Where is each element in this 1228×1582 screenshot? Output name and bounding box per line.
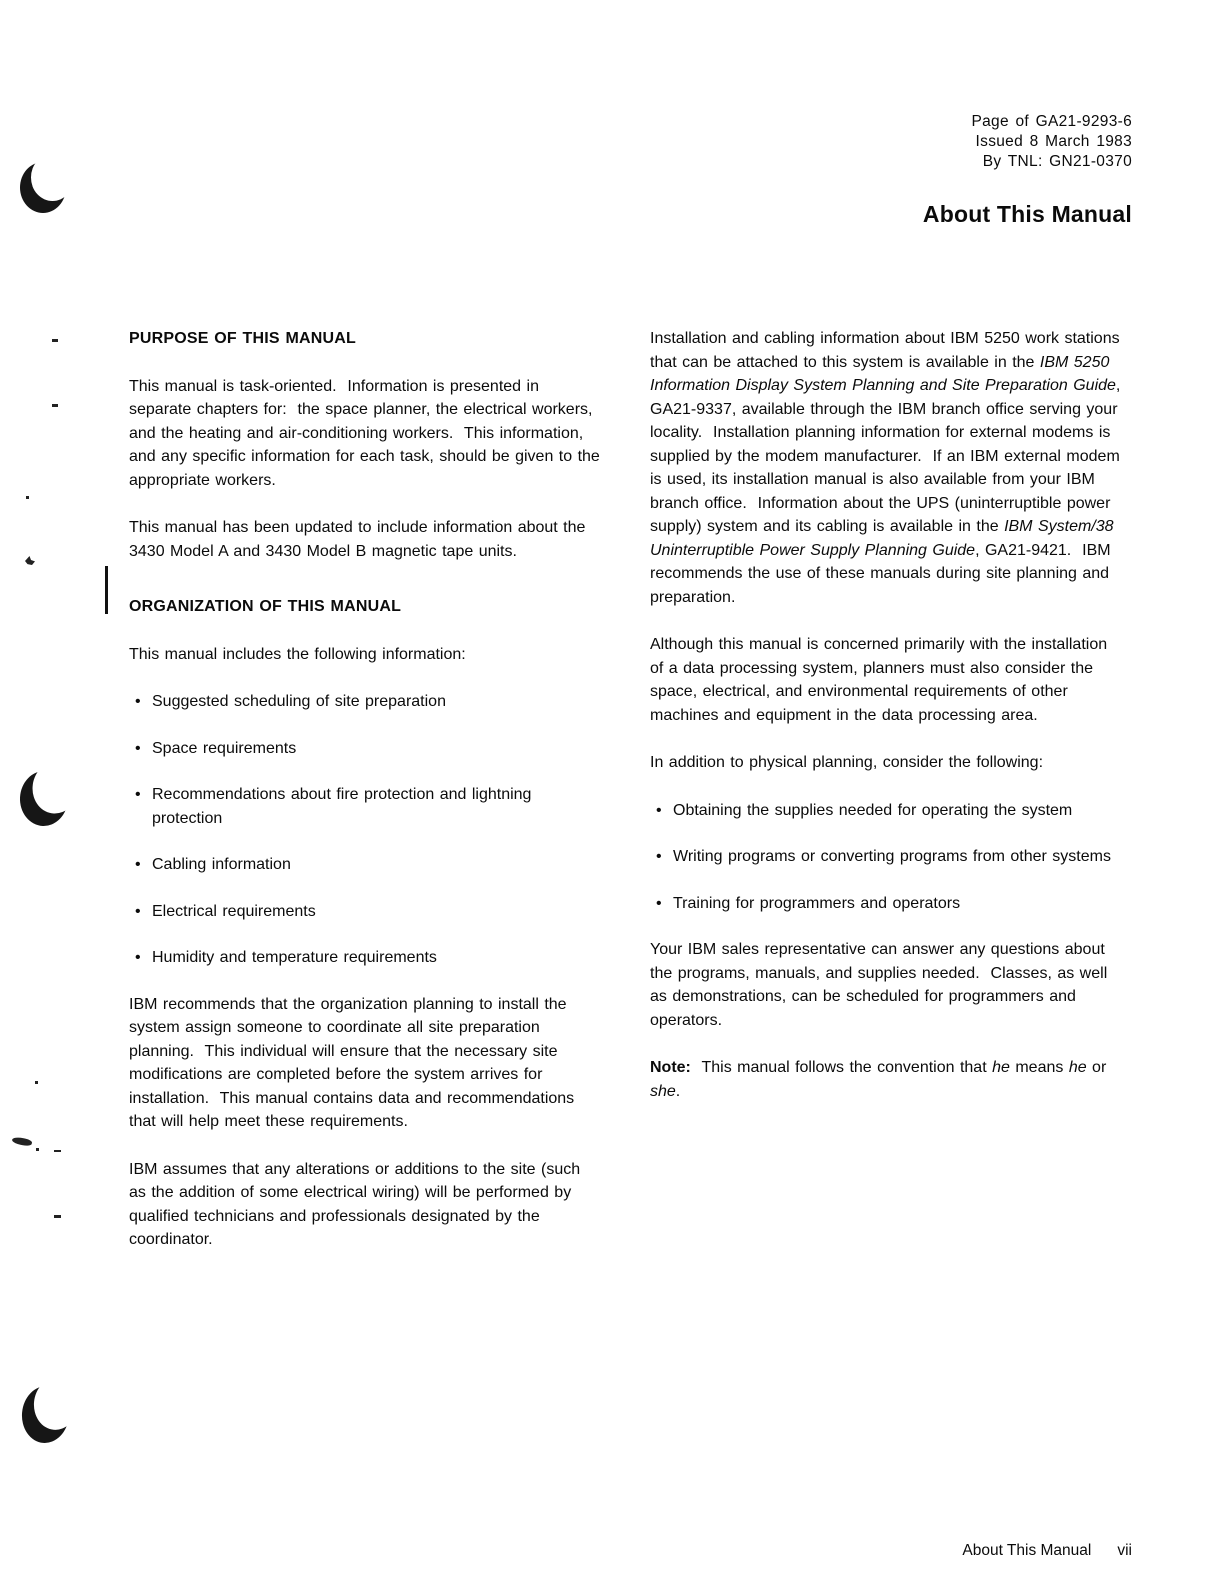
- list-item-label: Humidity and temperature requirements: [152, 949, 437, 966]
- punch-hole-crescent-artifact: [19, 770, 70, 827]
- pronoun-italic: she: [650, 1082, 676, 1100]
- page-number: vii: [1117, 1542, 1132, 1559]
- text-run: .: [675, 1082, 681, 1100]
- although-paragraph: Although this manual is concerned primarily with the installation of a data processing system, planners must also consider the space, electrical, and environmental requirements of other machines and equipment in the data processing area.: [650, 636, 1113, 724]
- scan-speck: [52, 404, 58, 407]
- installation-paragraph: [650, 327, 1126, 609]
- addition-intro: In addition to physical planning, consider the following:: [650, 754, 1044, 771]
- page-footer: [962, 1542, 1132, 1560]
- text-run: , GA21-9421. IBM recommends the use of these manuals during site planning and preparation.: [650, 541, 1117, 606]
- bullet-icon: •: [656, 894, 662, 912]
- list-item: [129, 690, 601, 714]
- purpose-paragraph-2: This manual has been updated to include information about the 3430 Model A and 3430 Model B magnetic tape units.: [129, 519, 591, 560]
- list-item: [129, 783, 601, 830]
- bullet-icon: •: [135, 856, 141, 873]
- right-column: [650, 327, 1126, 1127]
- bullet-icon: •: [656, 801, 662, 819]
- list-item: [129, 737, 601, 761]
- organization-intro: This manual includes the following information:: [129, 645, 466, 663]
- list-item: [129, 900, 601, 924]
- tnl-page-line: Page of GA21-9293-6: [971, 113, 1132, 130]
- alterations-paragraph: IBM assumes that any alterations or additions to the site (such as the addition of some electrical wiring) will be performed by qualified technicians and professionals designated by the coordinator.: [129, 1160, 586, 1248]
- list-item-label: Recommendations about fire protection and lightning protection: [152, 786, 537, 827]
- page-title: About This Manual: [922, 201, 1132, 228]
- punch-hole-crescent-artifact: [20, 162, 66, 213]
- organization-heading: ORGANIZATION OF THIS MANUAL: [129, 598, 402, 615]
- scan-speck: [26, 496, 29, 499]
- scan-speck: [25, 556, 35, 565]
- bullet-icon: •: [135, 949, 141, 966]
- scan-speck: [52, 339, 58, 342]
- scan-pen-mark: [11, 1136, 32, 1147]
- bullet-icon: •: [135, 739, 141, 757]
- list-item: [129, 946, 601, 970]
- coordinator-paragraph: IBM recommends that the organization planning to install the system assign someone to coordinate all site preparation planning. This individual will ensure that the necessary site modifications are completed before the system arrives for installation. This manual contains data and recommendations that will help meet these requirements.: [129, 995, 580, 1130]
- footer-title: About This Manual: [962, 1542, 1092, 1559]
- scan-speck: [54, 1150, 61, 1152]
- note-paragraph: [650, 1056, 1122, 1103]
- scan-speck: [54, 1215, 61, 1218]
- tnl-update-block: [972, 112, 1133, 172]
- book-title-italic: IBM 5250 Information Display System Planning and Site Preparation Guide: [650, 353, 1116, 394]
- scan-speck: [35, 1081, 38, 1084]
- list-item-label: Suggested scheduling of site preparation: [152, 693, 446, 710]
- tnl-issued-line: Issued 8 March 1983: [975, 133, 1132, 150]
- list-item: [650, 799, 1122, 823]
- bullet-icon: •: [656, 848, 662, 865]
- bullet-icon: •: [135, 786, 141, 803]
- planning-bullet-list: [650, 799, 1122, 916]
- pronoun-italic: he: [1068, 1059, 1087, 1076]
- bullet-icon: •: [135, 693, 141, 710]
- left-column: [129, 327, 606, 1276]
- pronoun-italic: he: [992, 1059, 1010, 1076]
- list-item-label: Space requirements: [152, 739, 297, 757]
- sales-rep-paragraph: Your IBM sales representative can answer any questions about the programs, manuals, and supplies needed. Classes, as well as demonstrations, can be scheduled for programmers and operators.: [650, 941, 1113, 1029]
- list-item-label: Writing programs or converting programs from other systems: [673, 848, 1111, 865]
- list-item-label: Training for programmers and operators: [673, 894, 961, 912]
- text-run: or: [1086, 1059, 1112, 1076]
- book-title-italic: IBM System/38 Uninterruptible Power Supply Planning Guide: [650, 518, 1119, 559]
- list-item-label: Cabling information: [152, 856, 291, 873]
- note-label: Note:: [650, 1059, 691, 1076]
- tnl-by-line: By TNL: GN21-0370: [982, 153, 1132, 170]
- list-item-label: Electrical requirements: [152, 902, 316, 920]
- text-run: means: [1009, 1059, 1069, 1076]
- text-run: , GA21-9337, available through the IBM branch office serving your locality. Installation planning information for external modems is supplied by the modem manufacturer. If an IBM external modem is used, its installation manual is also available from your IBM branch office. Information about the UPS (uninterruptible power supply) system and its cabling is available in the: [650, 377, 1126, 535]
- bullet-icon: •: [135, 902, 141, 920]
- scan-speck: [36, 1148, 39, 1151]
- list-item: [129, 853, 601, 877]
- technical-change-bar: [105, 566, 108, 614]
- organization-bullet-list: [129, 690, 601, 970]
- list-item: [650, 892, 1122, 916]
- purpose-heading: PURPOSE OF THIS MANUAL: [129, 330, 356, 347]
- punch-hole-crescent-artifact: [20, 1384, 72, 1445]
- purpose-paragraph-1: This manual is task-oriented. Information is presented in separate chapters for: the space planner, the electrical workers, and the heating and air-conditioning workers. This information, and any specific information for each task, should be given to the appropriate workers.: [129, 377, 606, 489]
- text-run: Installation and cabling information about IBM 5250 work stations that can be attached to this system is available in the: [650, 330, 1126, 371]
- list-item: [650, 845, 1122, 869]
- list-item-label: Obtaining the supplies needed for operating the system: [673, 801, 1073, 819]
- text-run: This manual follows the convention that: [690, 1059, 993, 1076]
